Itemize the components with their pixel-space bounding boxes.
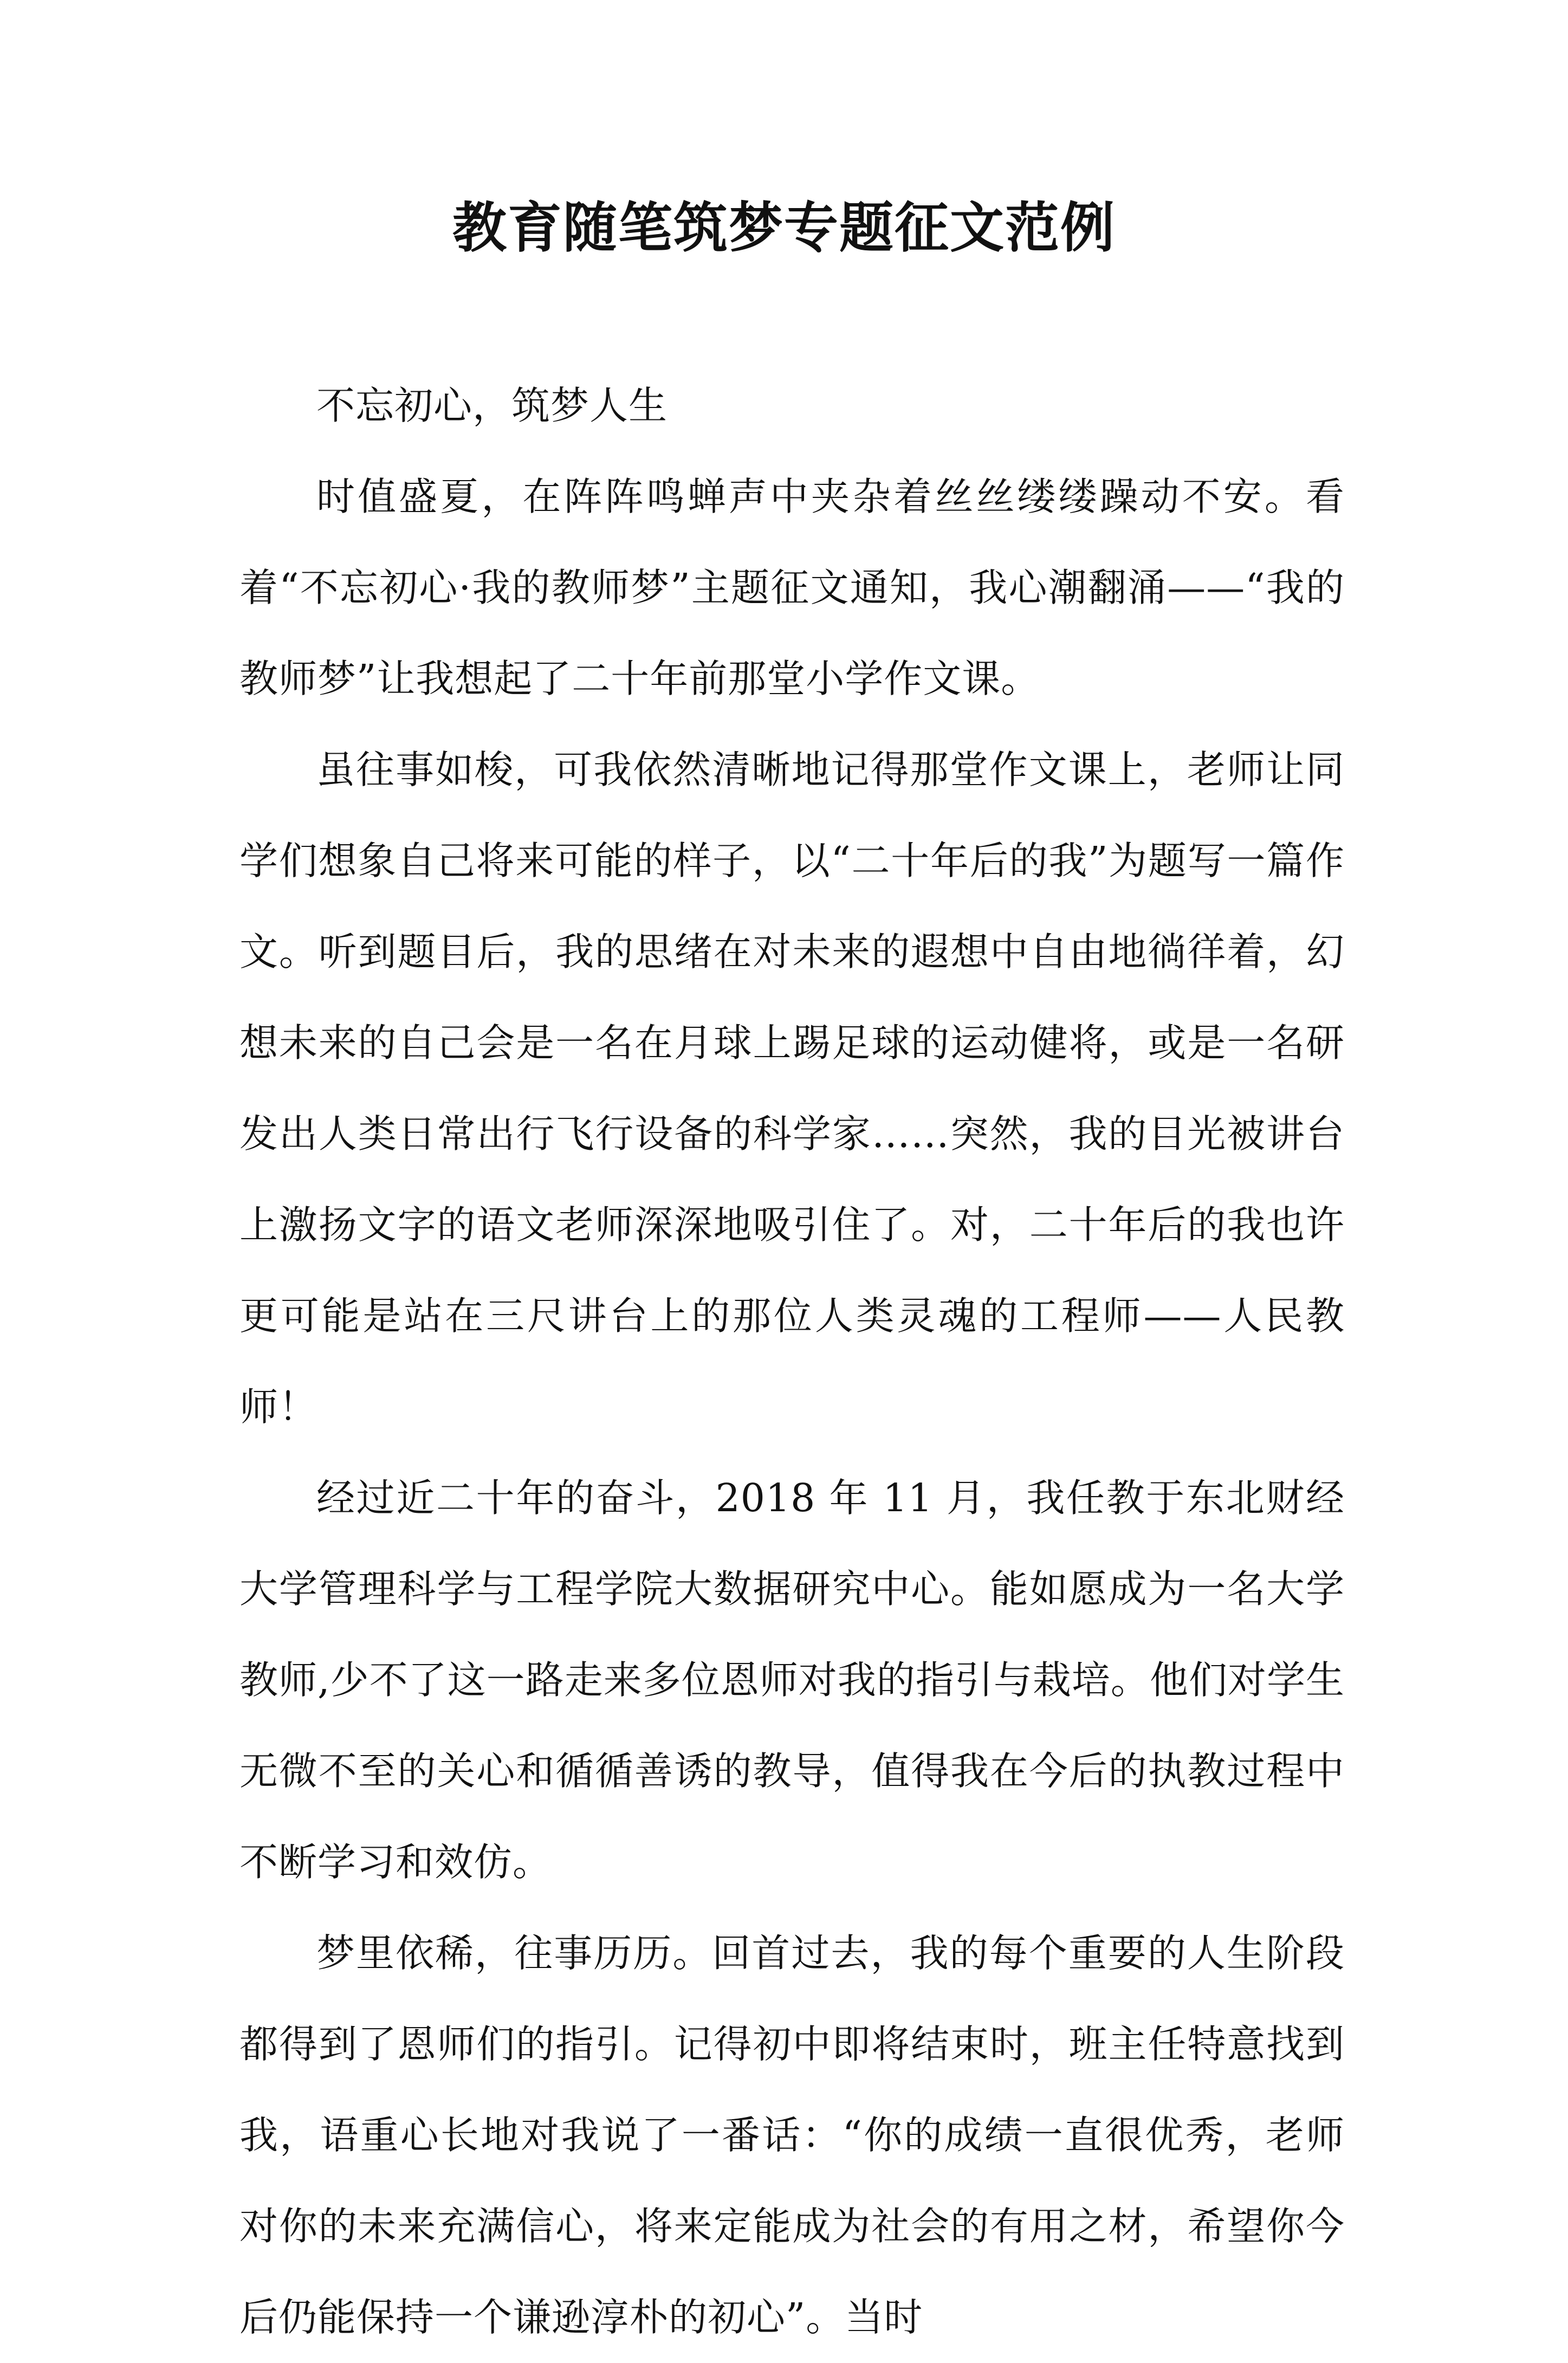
essay-subtitle: 不忘初心，筑梦人生 [316,383,668,428]
paragraph: 梦里依稀，往事历历。回首过去，我的每个重要的人生阶段都得到了恩师们的指引。记得初中即将结束时，班主任特意找到我，语重心长地对我说了一番话：“你的成绩一直很优秀，老师对你的未来充满信心，将来定能成为社会的有用之材，希望你今后仍能保持一个谦逊淳朴的初心”。当时 [239,1931,1345,2340]
document-body [239,360,1345,2363]
document-title: 教育随笔筑梦专题征文范例 [452,196,1116,260]
paragraph: 时值盛夏，在阵阵鸣蝉声中夹杂着丝丝缕缕躁动不安。看着“不忘初心·我的教师梦”主题征文通知，我心潮翻涌——“我的教师梦”让我想起了二十年前那堂小学作文课。 [239,474,1345,701]
paragraph: 虽往事如梭，可我依然清晰地记得那堂作文课上，老师让同学们想象自己将来可能的样子，以“二十年后的我”为题写一篇作文。听到题目后，我的思绪在对未来的遐想中自由地徜徉着，幻想未来的自己会是一名在月球上踢足球的运动健将，或是一名研发出人类日常出行飞行设备的科学家……突然，我的目光被讲台上激扬文字的语文老师深深地吸引住了。对，二十年后的我也许更可能是站在三尺讲台上的那位人类灵魂的工程师——人民教师！ [239,747,1345,1429]
paragraph: 经过近二十年的奋斗，2018 年 11 月，我任教于东北财经大学管理科学与工程学院大数据研究中心。能如愿成为一名大学教师,少不了这一路走来多位恩师对我的指引与栽培。他们对学生无微不至的关心和循循善诱的教导，值得我在今后的执教过程中不断学习和效仿。 [239,1475,1345,1885]
